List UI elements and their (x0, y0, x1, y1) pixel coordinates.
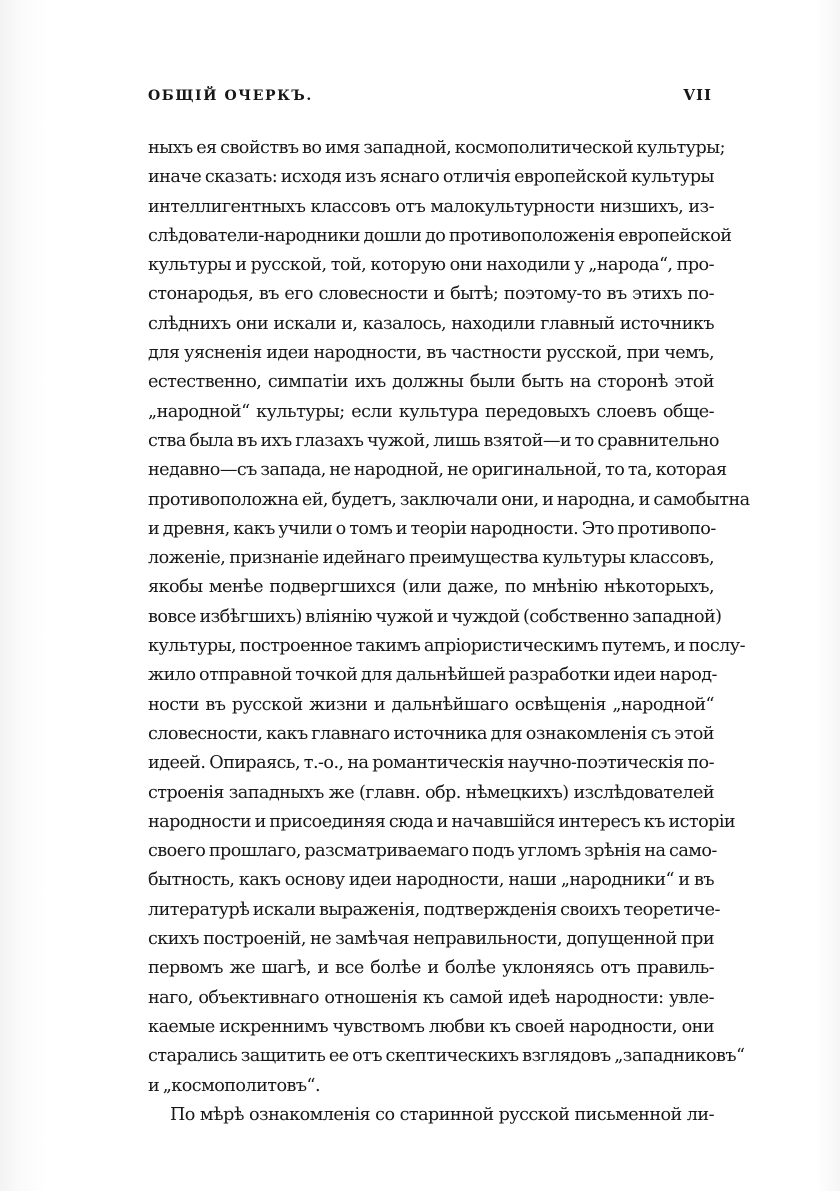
text-line: старались защитить ее отъ скептическихъ взглядовъ „западниковъ“ (148, 1046, 745, 1067)
text-line: скихъ построеній, не замѣчая неправильности, допущенной при (148, 929, 714, 950)
text-line: ности въ русской жизни и дальнѣйшаго освѣщенія „народной“ (148, 694, 714, 715)
text-line: культуры и русской, той, которую они находили у „народа“, про- (148, 255, 714, 276)
text-line: естественно, симпатіи ихъ должны были быть на сторонѣ этой (148, 372, 714, 393)
text-line: жило отправной точкой для дальнѣйшей разработки идеи народ- (148, 665, 717, 686)
text-line: литературѣ искали выраженія, подтвержденія своихъ теоретиче- (148, 899, 720, 920)
text-line: якобы менѣе подвергшихся (или даже, по мнѣнію нѣкоторыхъ, (148, 577, 714, 598)
running-title: ОБЩІЙ ОЧЕРКЪ. (148, 88, 313, 104)
text-line: культуры, построенное такимъ апріористическимъ путемъ, и послу- (148, 636, 745, 657)
text-line: вовсе избѣгшихъ) вліянію чужой и чуждой (собственно западной) (148, 606, 722, 627)
text-line: иначе сказать: исходя изъ яснаго отличія европейской культуры (148, 167, 714, 188)
text-line: для уясненія идеи народности, въ частности русской, при чемъ, (148, 343, 714, 364)
body-text (148, 134, 750, 1130)
text-line-paragraph-end: и „космополитовъ“. (148, 1075, 320, 1096)
text-line: ства была въ ихъ глазахъ чужой, лишь взятой—и то сравнительно (148, 430, 719, 451)
text-line: народности и присоединяя сюда и начавшійся интересъ къ исторіи (148, 811, 736, 832)
text-line: наго, объективнаго отношенія къ самой идеѣ народности: увле- (148, 987, 714, 1008)
text-line: своего прошлаго, разсматриваемаго подъ угломъ зрѣнія на само- (148, 841, 717, 862)
text-line: и древня, какъ учили о томъ и теоріи народности. Это противопо- (148, 518, 716, 539)
text-line: „народной“ культуры; если культура передовыхъ слоевъ обще- (148, 401, 714, 422)
text-line: первомъ же шагѣ, и все болѣе и болѣе уклоняясь отъ правиль- (148, 958, 714, 979)
text-line: идеей. Опираясь, т.-о., на романтическія научно-поэтическія по- (148, 753, 714, 774)
text-line: словесности, какъ главнаго источника для ознакомленія съ этой (148, 723, 714, 744)
text-line: каемые искреннимъ чувствомъ любви къ своей народности, они (148, 1016, 714, 1037)
book-page (148, 86, 750, 1130)
text-line: ныхъ ея свойствъ во имя западной, космополитической культуры; (148, 138, 725, 158)
text-line: слѣдователи-народники дошли до противоположенія европейской (148, 225, 732, 246)
text-line: ложеніе, признаніе идейнаго преимущества культуры классовъ, (148, 548, 714, 569)
scan-margin-shadow-right (816, 0, 840, 1191)
text-line: бытность, какъ основу идеи народности, наши „народники“ и въ (148, 870, 714, 891)
running-header (148, 86, 714, 112)
text-line-paragraph-start: По мѣрѣ ознакомленія со старинной русской письменной ли- (170, 1104, 714, 1125)
text-line: противоположна ей, будетъ, заключали они, и народна, и самобытна (148, 489, 750, 510)
scan-margin-shadow (0, 0, 48, 1191)
page-number: VII (683, 86, 712, 104)
text-line: слѣднихъ они искали и, казалось, находили главный источникъ (148, 313, 714, 334)
text-line: недавно—съ запада, не народной, не оригинальной, то та, которая (148, 460, 727, 481)
text-line: стонародья, въ его словесности и бытѣ; поэтому-то въ этихъ по- (148, 284, 714, 305)
text-line: строенія западныхъ же (главн. обр. нѣмецкихъ) изслѣдователей (148, 782, 714, 803)
text-line: интеллигентныхъ классовъ отъ малокультурности низшихъ, из- (148, 196, 714, 217)
